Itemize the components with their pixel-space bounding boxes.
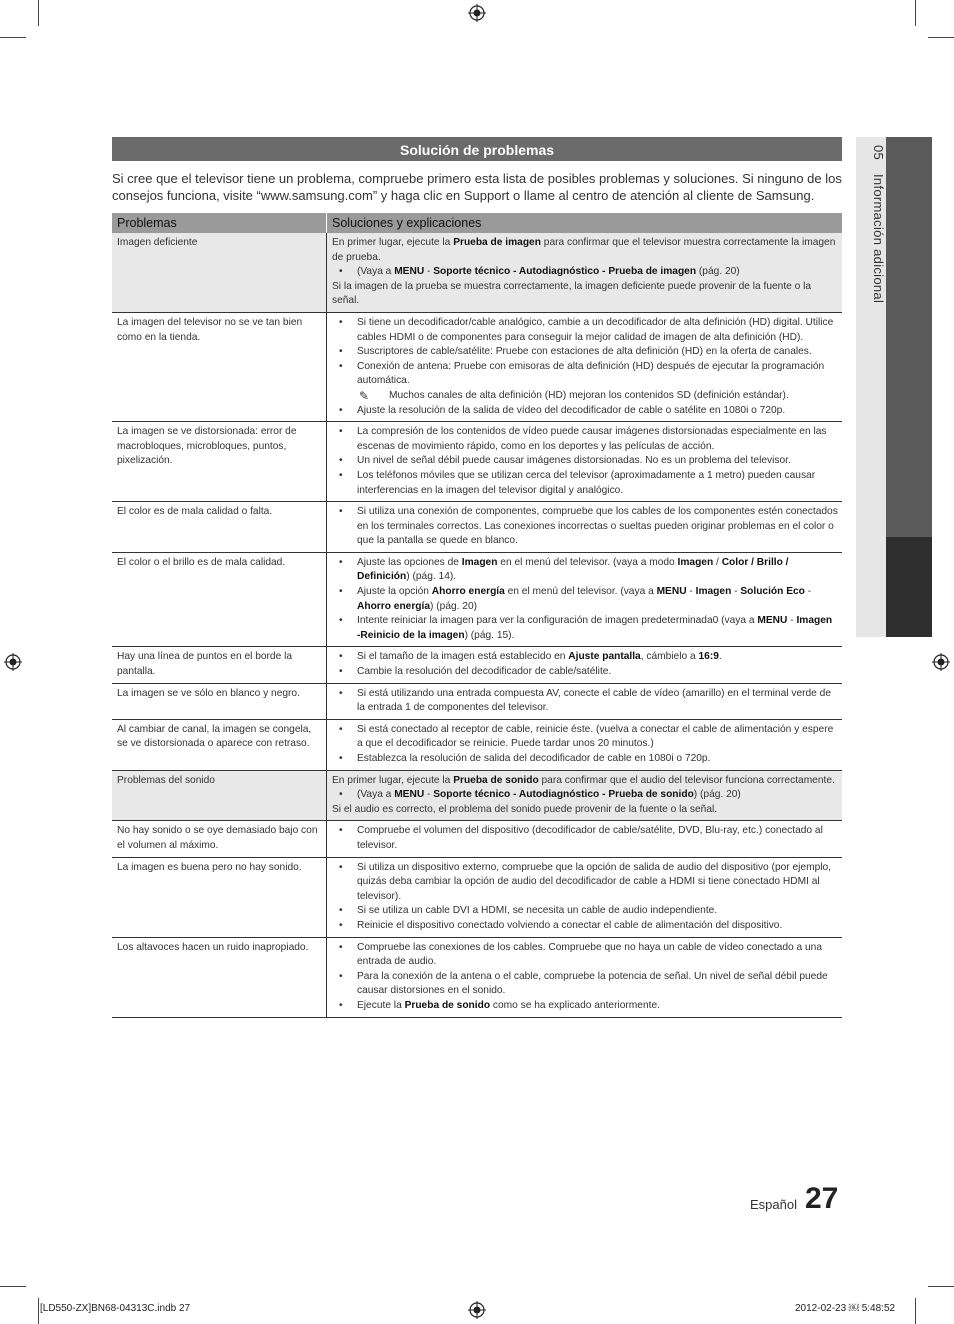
note-text: Muchos canales de alta definición (HD) mejoran los contenidos SD (definición estándar).	[389, 389, 789, 401]
solution-list	[332, 788, 838, 803]
solution-cell	[327, 719, 843, 770]
list-item: • Conexión de antena: Pruebe con emisoras de alta definición (HD) después de ejecutar la programación automática.	[332, 360, 838, 389]
page-number: 27	[805, 1182, 839, 1215]
problem-cell: El color es de mala calidad o falta.	[112, 502, 327, 553]
solution-list	[332, 650, 838, 679]
solution-list	[332, 316, 838, 418]
solution-cell	[327, 233, 843, 312]
solution-list	[332, 687, 838, 716]
problem-cell: La imagen es buena pero no hay sonido.	[112, 857, 327, 937]
solution-cell	[327, 422, 843, 502]
list-item: • Compruebe las conexiones de los cables. Compruebe que no haya un cable de vídeo conectado a una entrada de audio.	[332, 941, 838, 970]
problem-cell: Los altavoces hacen un ruido inapropiado.	[112, 937, 327, 1017]
problem-cell: Problemas del sonido	[112, 770, 327, 821]
list-item: • La compresión de los contenidos de vídeo puede causar imágenes distorsionadas especialmente en las escenas de movimiento rápido, como en los deportes y las películas de acción.	[332, 425, 838, 454]
list-item: • Si está conectado al receptor de cable, reinicie éste. (vuelva a conectar el cable de alimentación y espere a que el decodificador se reinicie. Puede tardar unos 20 minutos.)	[332, 723, 838, 752]
list-item: • Ajuste las opciones de Imagen en el menú del televisor. (vaya a modo Imagen / Color / Brillo / Definición) (pág. 14).	[332, 556, 838, 585]
chapter-number: 05	[871, 145, 886, 161]
problem-cell: Hay una línea de puntos en el borde la pantalla.	[112, 647, 327, 683]
list-item: • Si utiliza un dispositivo externo, compruebe que la opción de salida de audio del dispositivo (por ejemplo, quizás deba cambiar la opción de audio del decodificador de cable a HDMI si tiene conectado HDMI al televisor).	[332, 861, 838, 905]
list-item: • Si está utilizando una entrada compuesta AV, conecte el cable de vídeo (amarillo) en el terminal verde de la entrada 1 de componentes del televisor.	[332, 687, 838, 716]
solution-outro: Si la imagen de la prueba se muestra correctamente, la imagen deficiente puede provenir de la fuente o la señal.	[332, 280, 812, 307]
table-row	[112, 233, 842, 312]
table-row	[112, 821, 842, 857]
list-item: • Si se utiliza un cable DVI a HDMI, se necesita un cable de audio independiente.	[332, 904, 838, 919]
solution-list	[332, 824, 838, 853]
column-header-problems: Problemas	[112, 213, 327, 233]
chapter-title: Información adicional	[871, 173, 886, 304]
table-row	[112, 422, 842, 502]
list-item: • Ajuste la resolución de la salida de vídeo del decodificador de cable o satélite en 1080i o 720p.	[332, 404, 838, 419]
registration-mark-icon	[468, 1301, 486, 1319]
solution-list	[332, 265, 838, 280]
problem-cell: La imagen se ve sólo en blanco y negro.	[112, 683, 327, 719]
crop-mark	[38, 1298, 39, 1324]
troubleshooting-table	[112, 213, 842, 1018]
list-item: • Los teléfonos móviles que se utilizan cerca del televisor (aproximadamente a 1 metro) pueden causar interferencias en la imagen del televisor digital y analógico.	[332, 469, 838, 498]
problem-cell: Imagen deficiente	[112, 233, 327, 312]
print-slug-left: [LD550-ZX]BN68-04313C.indb 27	[40, 1303, 191, 1314]
chapter-side-label	[858, 145, 886, 405]
table-row	[112, 770, 842, 821]
solution-cell	[327, 502, 843, 553]
list-item: • Intente reiniciar la imagen para ver la configuración de imagen predeterminada0 (vaya a MENU - Imagen -Reinicio de la imagen) (pág. 15).	[332, 614, 838, 643]
list-item: • Si tiene un decodificador/cable analógico, cambie a un decodificador de alta definición (HD) digital. Utilice cables HDMI o de componentes para conseguir la mejor calidad de imagen de alta definición (HD).	[332, 316, 838, 345]
list-item: • Reinicie el dispositivo conectado volviendo a conectar el cable de alimentación del dispositivo.	[332, 919, 838, 934]
list-item: • Suscriptores de cable/satélite: Pruebe con estaciones de alta definición (HD) en la oferta de canales.	[332, 345, 838, 360]
list-item: • Si el tamaño de la imagen está establecido en Ajuste pantalla, cámbielo a 16:9.	[332, 650, 838, 665]
list-item: • Si utiliza una conexión de componentes, compruebe que los cables de los componentes estén conectados en los terminales correctos. Las conexiones incorrectas o sueltas pueden originar problemas en el color o que la pantalla se quede en blanco.	[332, 505, 838, 549]
solution-outro: Si el audio es correcto, el problema del sonido puede provenir de la fuente o la señal.	[332, 803, 718, 815]
crop-mark	[928, 1286, 954, 1287]
problem-cell: Al cambiar de canal, la imagen se congela, se ve distorsionada o aparece con retraso.	[112, 719, 327, 770]
registration-mark-icon	[932, 653, 950, 671]
note-pencil-icon: ✎	[359, 388, 370, 403]
solution-cell	[327, 683, 843, 719]
solution-cell	[327, 770, 843, 821]
registration-mark-icon	[468, 4, 486, 22]
crop-mark	[0, 37, 26, 38]
solution-list	[332, 556, 838, 644]
crop-mark	[915, 0, 916, 26]
problem-cell: No hay sonido o se oye demasiado bajo con el volumen al máximo.	[112, 821, 327, 857]
list-item: • Para la conexión de la antena o el cable, compruebe la potencia de señal. Un nivel de señal débil puede causar distorsiones en el sonido.	[332, 970, 838, 999]
table-row	[112, 937, 842, 1017]
list-item: • (Vaya a MENU - Soporte técnico - Autodiagnóstico - Prueba de sonido) (pág. 20)	[332, 788, 838, 803]
solution-intro: En primer lugar, ejecute la Prueba de imagen para confirmar que el televisor muestra correctamente la imagen de prueba.	[332, 237, 836, 263]
solution-cell	[327, 312, 843, 421]
table-header-row	[112, 213, 842, 233]
solution-list	[332, 723, 838, 767]
list-item: • (Vaya a MENU - Soporte técnico - Autodiagnóstico - Prueba de imagen (pág. 20)	[332, 265, 838, 280]
table-row	[112, 647, 842, 683]
list-item: • Ejecute la Prueba de sonido como se ha explicado anteriormente.	[332, 999, 838, 1014]
table-row	[112, 683, 842, 719]
crop-mark	[38, 0, 39, 26]
column-header-solutions: Soluciones y explicaciones	[327, 213, 843, 233]
solution-list	[332, 941, 838, 1014]
solution-cell	[327, 821, 843, 857]
intro-paragraph: Si cree que el televisor tiene un problema, compruebe primero esta lista de posibles problemas y soluciones. Si ninguno de los consejos funciona, visite “www.samsung.com” y haga clic en Support o llame al centro de atención al cliente de Samsung.	[112, 171, 842, 203]
chapter-side-tab	[886, 137, 932, 537]
list-item: • Establezca la resolución de salida del decodificador de cable en 1080i o 720p.	[332, 752, 838, 767]
solution-cell	[327, 857, 843, 937]
table-row	[112, 312, 842, 421]
table-row	[112, 857, 842, 937]
table-row	[112, 502, 842, 553]
list-item: • Cambie la resolución del decodificador de cable/satélite.	[332, 665, 838, 680]
problem-cell: El color o el brillo es de mala calidad.	[112, 552, 327, 647]
chapter-side-tab-active	[886, 537, 932, 637]
table-row	[112, 719, 842, 770]
crop-mark	[915, 1298, 916, 1324]
table-body	[112, 233, 842, 1017]
solution-list	[332, 425, 838, 498]
solution-cell	[327, 647, 843, 683]
solution-list	[332, 861, 838, 934]
crop-mark	[928, 37, 954, 38]
table-row	[112, 552, 842, 647]
section-title: Solución de problemas	[112, 137, 842, 161]
solution-intro: En primer lugar, ejecute la Prueba de sonido para confirmar que el audio del televisor funciona correctamente.	[332, 774, 835, 786]
registration-mark-icon	[4, 653, 22, 671]
print-slug-right: 2012-02-23 ￼ 5:48:52	[795, 1303, 896, 1314]
list-item: • Ajuste la opción Ahorro energía en el menú del televisor. (vaya a MENU - Imagen - Solución Eco - Ahorro energía) (pág. 20)	[332, 585, 838, 614]
problem-cell: La imagen del televisor no se ve tan bien como en la tienda.	[112, 312, 327, 421]
footer-language: Español	[750, 1197, 797, 1212]
list-item: • Compruebe el volumen del dispositivo (decodificador de cable/satélite, DVD, Blu-ray, etc.) conectado al televisor.	[332, 824, 838, 853]
solution-cell	[327, 937, 843, 1017]
solution-cell	[327, 552, 843, 647]
crop-mark	[0, 1286, 26, 1287]
solution-list	[332, 505, 838, 549]
note-item	[332, 389, 838, 404]
problem-cell: La imagen se ve distorsionada: error de macrobloques, microbloques, puntos, pixelización.	[112, 422, 327, 502]
list-item: • Un nivel de señal débil puede causar imágenes distorsionadas. No es un problema del televisor.	[332, 454, 838, 469]
